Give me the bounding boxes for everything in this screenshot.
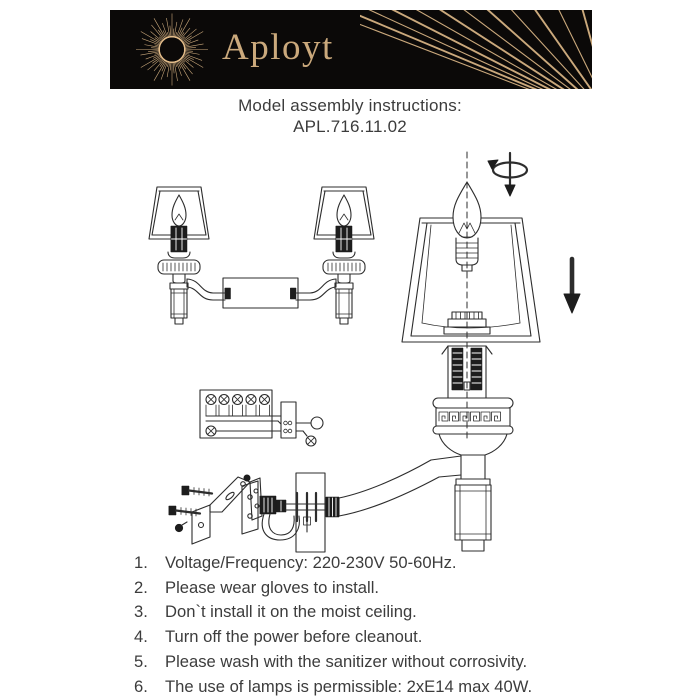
down-arrow-icon	[564, 259, 580, 313]
instruction-text: Please wash with the sanitizer without corrosivity.	[165, 651, 528, 671]
screw-anchor	[175, 524, 182, 531]
brand-banner	[110, 10, 592, 89]
instruction-text: Please wear gloves to install.	[165, 577, 379, 597]
instruction-item	[134, 625, 670, 650]
instruction-number: 1.	[134, 553, 148, 572]
instruction-text: Turn off the power before cleanout.	[165, 627, 423, 647]
junction-box	[223, 278, 298, 308]
instruction-number: 4.	[134, 627, 148, 647]
sconce-backplate	[296, 473, 325, 552]
model-number: APL.716.11.02	[293, 117, 407, 136]
assembly-diagram	[100, 140, 600, 558]
wiring-diagram	[200, 390, 323, 446]
sconce-side-view	[339, 152, 580, 551]
instruction-number: 6.	[134, 676, 148, 696]
banner-rays-decoration	[360, 10, 592, 89]
instruction-number: 3.	[134, 602, 148, 622]
lamp-symbols	[206, 395, 270, 437]
instruction-item	[134, 576, 670, 601]
title-block	[0, 95, 700, 137]
mounting-hardware-exploded	[169, 473, 339, 552]
instruction-item	[134, 650, 670, 675]
instruction-item	[134, 675, 670, 700]
mounting-screw	[182, 486, 212, 496]
rotation-arrow-icon	[488, 153, 527, 196]
brand-name: Aployt	[222, 27, 334, 68]
instruction-item	[134, 600, 670, 625]
instructions-list	[134, 551, 670, 699]
page-title: Model assembly instructions:	[238, 96, 462, 115]
instruction-text: The use of lamps is permissible: 2xE14 max 40W.	[165, 676, 533, 696]
instruction-text: Don`t install it on the moist ceiling.	[165, 602, 417, 622]
sconce-pair-front-view	[149, 187, 374, 324]
instruction-item	[134, 551, 670, 576]
wire-connector	[260, 496, 286, 514]
wall-bracket	[192, 477, 262, 544]
instruction-number: 5.	[134, 651, 148, 671]
instruction-text: Voltage/Frequency: 220-230V 50-60Hz.	[165, 553, 457, 572]
instruction-number: 2.	[134, 577, 148, 597]
sunburst-logo-icon	[130, 11, 214, 88]
